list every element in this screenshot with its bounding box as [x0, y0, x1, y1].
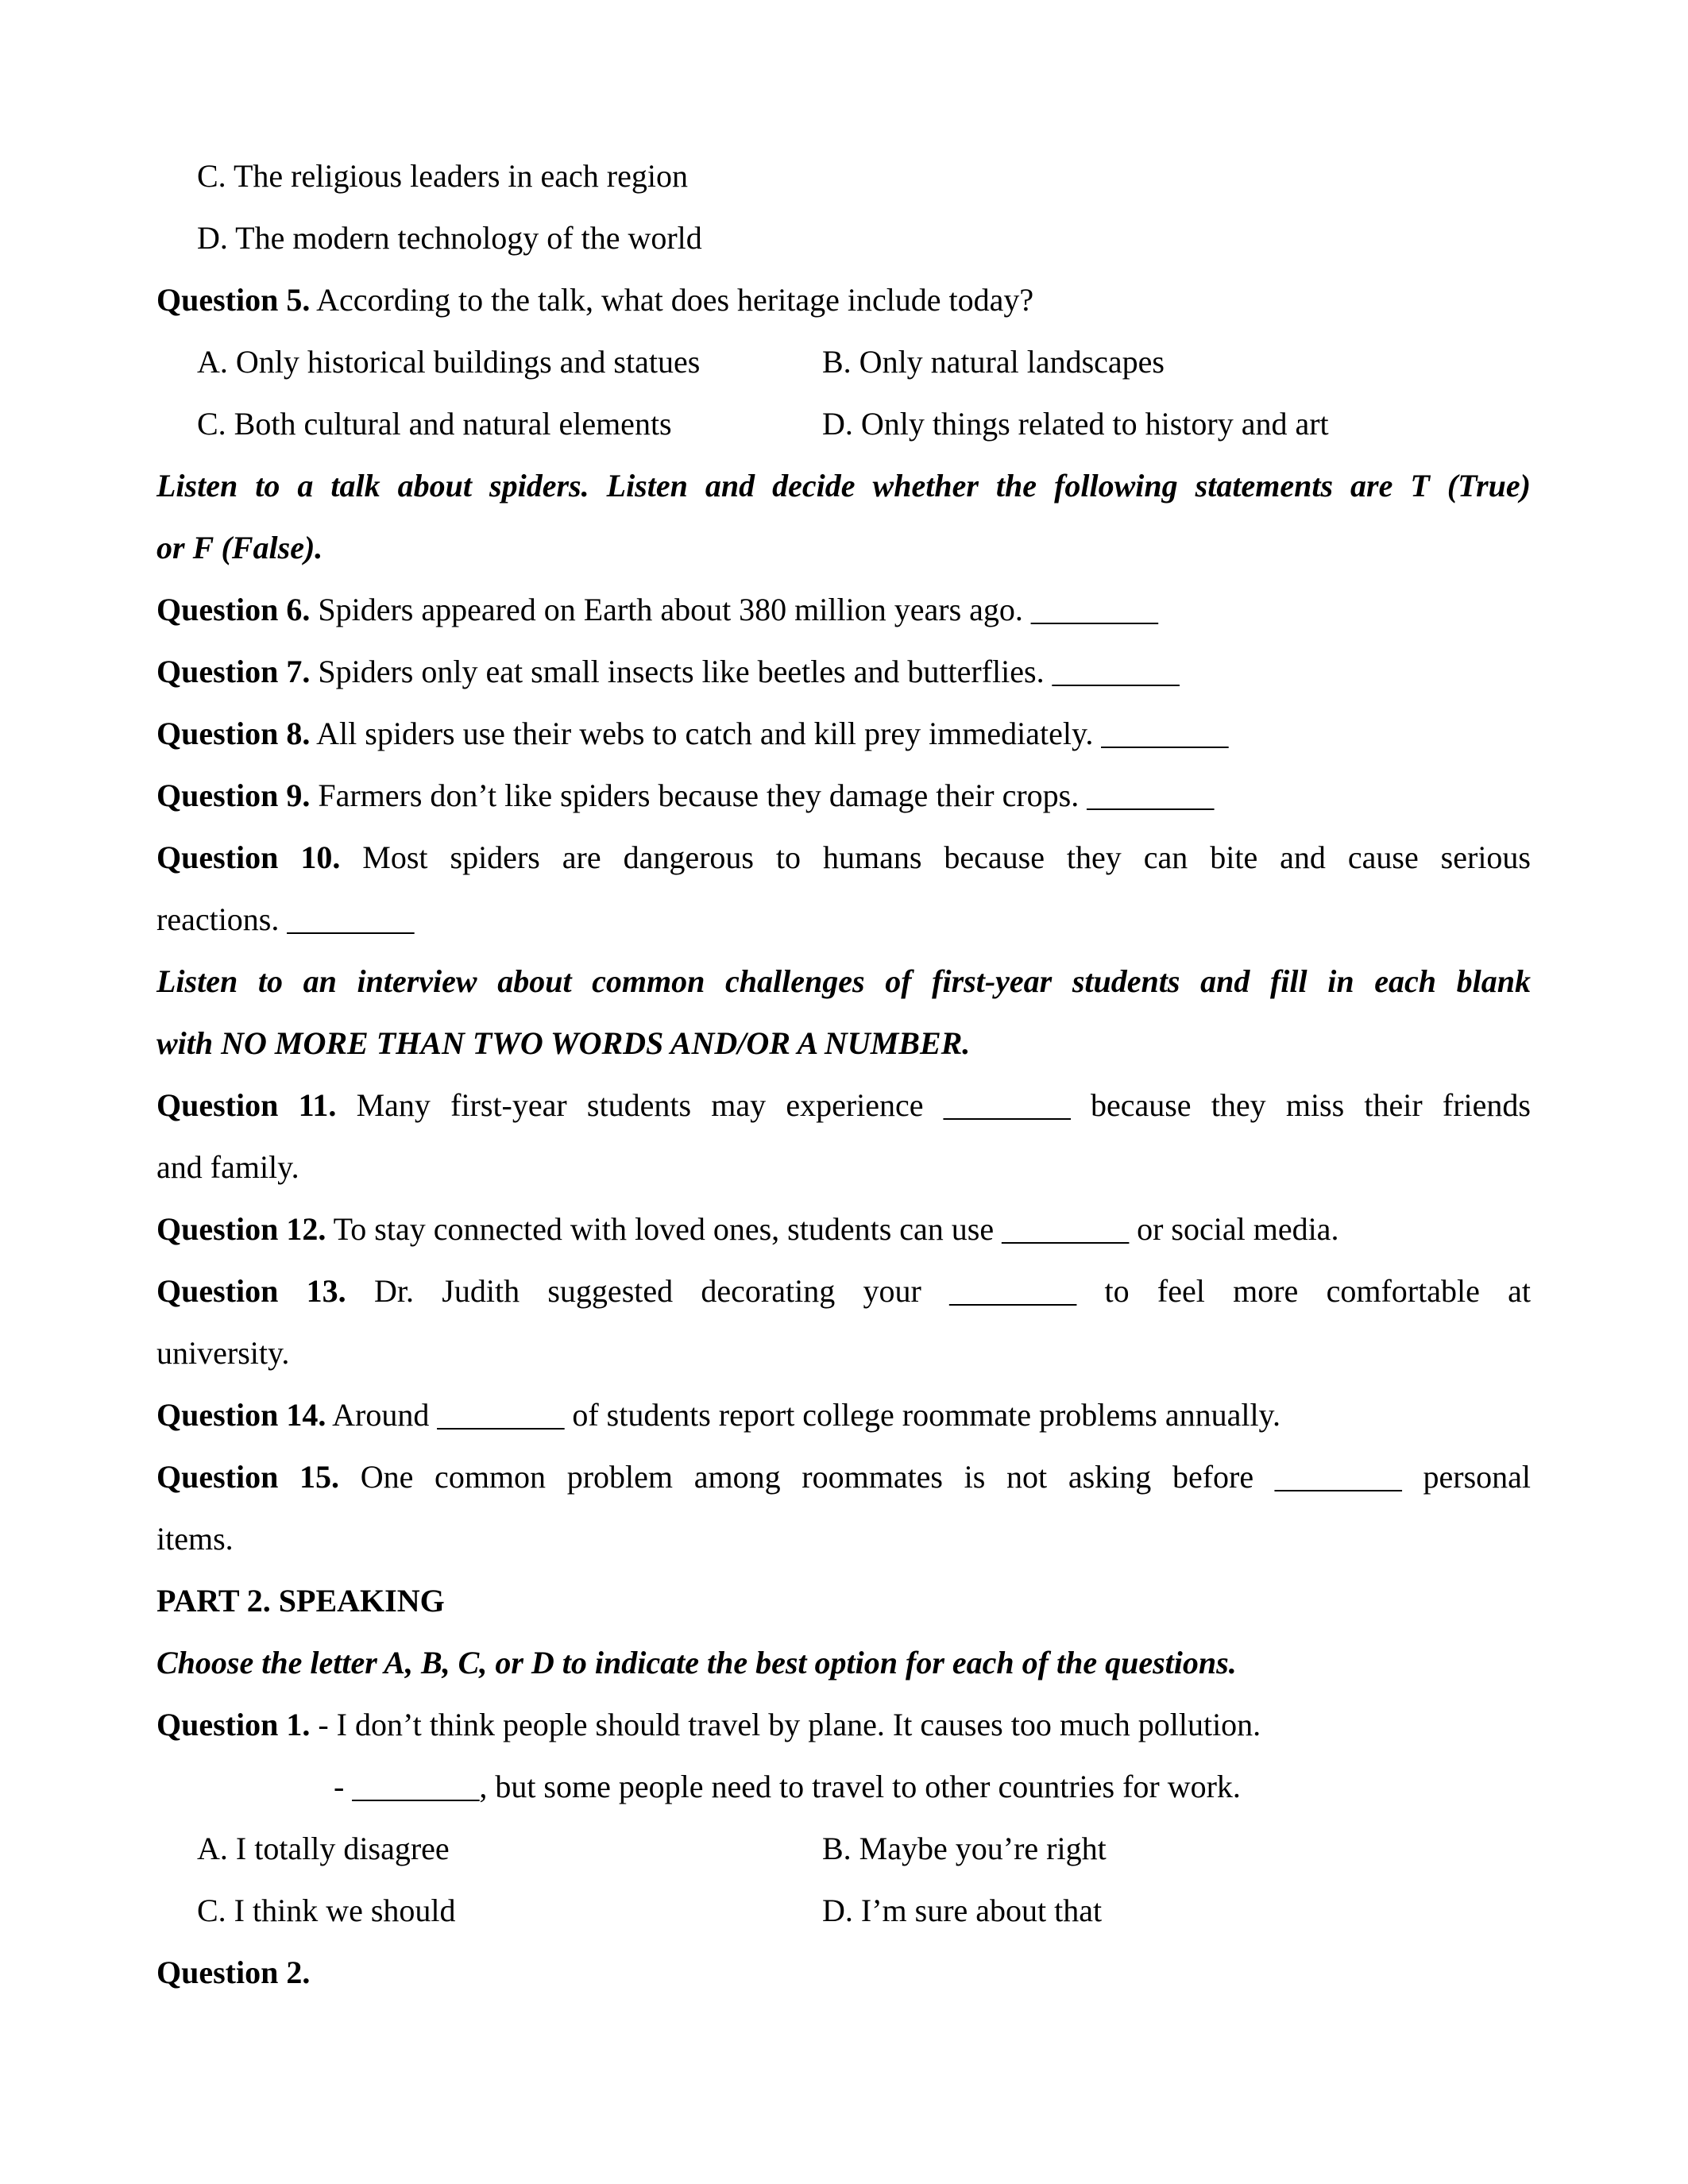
- question-label: Question 8.: [156, 716, 311, 751]
- q4-option-d: D. The modern technology of the world: [197, 220, 702, 256]
- question-text: Around ________ of students report college roommate problems annually.: [326, 1397, 1280, 1433]
- question-10-line-1: [156, 839, 1531, 877]
- question-label: Question 2.: [156, 1954, 311, 1990]
- section-fill-instruction-line-2: with NO MORE THAN TWO WORDS AND/OR A NUMBER.: [156, 1025, 971, 1061]
- question-label: Question 9.: [156, 778, 311, 813]
- sq1-option-d: D. I’m sure about that: [822, 1893, 1103, 1928]
- question-13-line-2: university.: [156, 1335, 290, 1371]
- section-fill-instruction-line-1: Listen to an interview about common challenges of first-year students and fill in each blank: [156, 963, 1531, 999]
- question-text: All spiders use their webs to catch and kill prey immediately. ________: [310, 716, 1229, 751]
- question-text: Many first-year students may experience ________ because they miss their friends: [336, 1087, 1531, 1123]
- question-15-line-1: [156, 1458, 1531, 1496]
- question-14: [156, 1396, 1531, 1434]
- question-text: Spiders appeared on Earth about 380 million years ago. ________: [310, 592, 1158, 627]
- question-text: Dr. Judith suggested decorating your ________ to feel more comfortable at: [346, 1273, 1532, 1309]
- question-5: [156, 281, 1531, 319]
- question-label: Question 11.: [156, 1087, 337, 1123]
- sq1-options-row-2: [197, 1892, 1571, 1930]
- q5-option-b: B. Only natural landscapes: [822, 344, 1165, 380]
- part-2-instruction: Choose the letter A, B, C, or D to indicate the best option for each of the questions.: [156, 1645, 1237, 1680]
- question-13-line-1: [156, 1272, 1531, 1310]
- question-11-line-1: [156, 1086, 1531, 1125]
- question-12: [156, 1210, 1531, 1248]
- question-11-line-2: and family.: [156, 1149, 299, 1185]
- part-2-heading: PART 2. SPEAKING: [156, 1583, 445, 1619]
- sq1-option-c: C. I think we should: [197, 1893, 456, 1928]
- question-text: Farmers don’t like spiders because they damage their crops. ________: [310, 778, 1215, 813]
- question-9: [156, 777, 1531, 815]
- q4-option-c: C. The religious leaders in each region: [197, 158, 688, 194]
- q5-option-c: C. Both cultural and natural elements: [197, 406, 672, 442]
- sq1-options-row-1: [197, 1830, 1571, 1868]
- question-label: Question 1.: [156, 1707, 311, 1742]
- question-text: One common problem among roommates is not asking before ________ personal: [339, 1459, 1532, 1495]
- question-prompt: - I don’t think people should travel by plane. It causes too much pollution.: [310, 1707, 1261, 1742]
- question-text: According to the talk, what does heritage include today?: [310, 282, 1034, 318]
- speaking-question-2: [156, 1954, 1531, 1992]
- q5-options-row-2: [197, 405, 1571, 443]
- speaking-question-1-reply: - ________, but some people need to travel to other countries for work.: [334, 1769, 1241, 1804]
- question-8: [156, 715, 1531, 753]
- question-text: Most spiders are dangerous to humans because they can bite and cause serious: [340, 839, 1531, 875]
- section-tf-instruction-line-1: Listen to a talk about spiders. Listen and decide whether the following statements are T (True): [156, 468, 1531, 504]
- question-label: Question 10.: [156, 839, 341, 875]
- question-label: Question 14.: [156, 1397, 326, 1433]
- question-label: Question 13.: [156, 1273, 346, 1309]
- question-label: Question 7.: [156, 654, 311, 689]
- question-15-line-2: items.: [156, 1521, 234, 1557]
- question-10-line-2: reactions. ________: [156, 901, 415, 937]
- section-tf-instruction-line-2: or F (False).: [156, 530, 323, 565]
- q5-options-row-1: [197, 343, 1571, 381]
- q5-option-d: D. Only things related to history and art: [822, 406, 1329, 442]
- question-label: Question 12.: [156, 1211, 326, 1247]
- question-text: Spiders only eat small insects like beetles and butterflies. ________: [310, 654, 1180, 689]
- question-label: Question 6.: [156, 592, 311, 627]
- q5-option-a: A. Only historical buildings and statues: [197, 344, 701, 380]
- sq1-option-b: B. Maybe you’re right: [822, 1831, 1107, 1866]
- question-label: Question 15.: [156, 1459, 340, 1495]
- question-text: To stay connected with loved ones, students can use ________ or social media.: [326, 1211, 1339, 1247]
- speaking-question-1: [156, 1706, 1531, 1744]
- sq1-option-a: A. I totally disagree: [197, 1831, 450, 1866]
- question-7: [156, 653, 1531, 691]
- question-6: [156, 591, 1531, 629]
- question-label: Question 5.: [156, 282, 311, 318]
